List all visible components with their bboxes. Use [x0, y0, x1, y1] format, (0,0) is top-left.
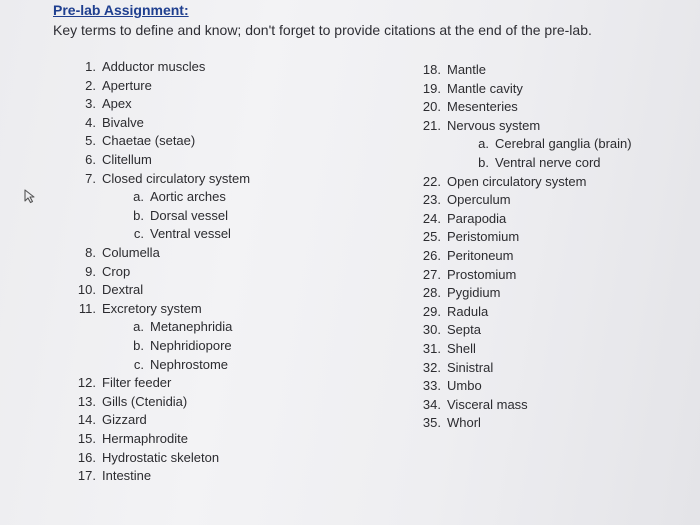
term-text: Shell: [447, 341, 476, 356]
term-number: 28.: [422, 285, 441, 301]
term-item: [415, 284, 500, 302]
sub-term-item: [463, 154, 601, 172]
term-number: 4.: [85, 114, 96, 130]
term-text: Excretory system: [102, 300, 202, 316]
term-number: 22.: [422, 173, 441, 189]
term-number: 17.: [77, 468, 96, 484]
term-text: Ventral vessel: [150, 226, 231, 242]
term-item: [415, 359, 493, 377]
term-text: Clitellum: [102, 152, 152, 167]
term-text: Dextral: [102, 282, 144, 298]
term-number: 1.: [85, 59, 96, 74]
term-number: 12.: [77, 375, 96, 391]
term-item: [415, 80, 523, 98]
term-number: 2.: [85, 77, 96, 93]
term-text: Hydrostatic skeleton: [102, 449, 220, 465]
term-number: b.: [478, 155, 489, 170]
term-item: [415, 173, 586, 191]
term-item: [415, 303, 488, 321]
pointer-cursor-icon: [22, 188, 38, 204]
term-text: Mesenteries: [447, 99, 518, 115]
term-number: 18.: [422, 62, 441, 77]
term-text: Pygidium: [447, 285, 501, 301]
term-text: Apex: [102, 96, 132, 112]
term-number: 11.: [78, 300, 96, 316]
term-number: 25.: [422, 229, 441, 245]
term-item: [415, 377, 482, 395]
term-number: 33.: [422, 378, 441, 394]
term-text: Mantle cavity: [447, 80, 523, 96]
term-number: a.: [133, 319, 144, 335]
term-text: Gills (Ctenidia): [102, 393, 188, 409]
term-text: Filter feeder: [102, 375, 172, 391]
term-text: Whorl: [447, 415, 481, 431]
term-number: 31.: [422, 341, 441, 356]
term-item: [415, 117, 540, 135]
term-item: [415, 396, 528, 414]
term-number: 29.: [422, 303, 441, 319]
term-number: 30.: [422, 322, 441, 338]
term-number: 19.: [422, 80, 441, 96]
term-text: Operculum: [447, 192, 511, 208]
term-item: [415, 228, 519, 246]
assignment-title: Pre-lab Assignment:: [53, 2, 189, 18]
term-number: 10.: [77, 282, 96, 298]
term-item: [415, 191, 511, 209]
term-number: 3.: [85, 96, 96, 112]
term-text: Aortic arches: [150, 189, 226, 205]
term-text: Radula: [447, 303, 489, 319]
term-text: Crop: [102, 263, 131, 279]
term-item: [415, 210, 506, 228]
term-number: a.: [133, 189, 144, 205]
term-text: Prostomium: [447, 266, 517, 282]
term-text: Nephrostome: [150, 356, 229, 372]
term-text: Intestine: [102, 468, 152, 484]
term-text: Peristomium: [447, 229, 520, 245]
term-item: [415, 266, 516, 284]
term-text: Chaetae (setae): [102, 133, 196, 149]
term-text: Adductor muscles: [102, 59, 206, 74]
term-text: Mantle: [447, 62, 487, 77]
term-text: Bivalve: [102, 114, 144, 130]
term-number: 8.: [85, 245, 96, 260]
assignment-instructions: Key terms to define and know; don't forget to provide citations at the end of the pre-lab.: [53, 22, 592, 38]
term-number: a.: [478, 136, 489, 152]
term-text: Columella: [102, 245, 160, 260]
term-text: Aperture: [102, 77, 152, 93]
term-number: 26.: [422, 248, 441, 263]
term-number: 20.: [422, 99, 441, 115]
term-number: c.: [133, 226, 144, 242]
term-text: Open circulatory system: [447, 173, 587, 189]
term-text: Peritoneum: [447, 248, 514, 263]
term-text: Nephridiopore: [150, 338, 232, 353]
term-text: Dorsal vessel: [150, 207, 229, 223]
term-number: b.: [133, 338, 144, 353]
term-item: [415, 61, 486, 79]
term-number: 13.: [77, 393, 96, 409]
term-text: Closed circulatory system: [102, 170, 251, 186]
term-item: [415, 247, 513, 265]
term-number: 16.: [77, 449, 96, 465]
term-number: 24.: [422, 210, 441, 226]
term-number: 14.: [77, 412, 96, 428]
term-number: c.: [133, 356, 144, 372]
term-number: 32.: [422, 359, 441, 375]
term-text: Nervous system: [447, 117, 541, 133]
term-text: Ventral nerve cord: [495, 155, 601, 170]
term-number: 15.: [77, 431, 96, 446]
term-number: 34.: [422, 396, 441, 412]
term-text: Sinistral: [447, 359, 494, 375]
term-text: Parapodia: [447, 210, 507, 226]
term-text: Gizzard: [102, 412, 147, 428]
term-item: [415, 98, 518, 116]
term-text: Cerebral ganglia (brain): [495, 136, 632, 152]
term-number: 21.: [422, 117, 441, 133]
term-number: 35.: [422, 415, 441, 431]
term-number: 27.: [422, 266, 441, 282]
sub-term-item: [463, 135, 632, 153]
term-text: Hermaphrodite: [102, 431, 188, 446]
term-number: 23.: [422, 192, 441, 208]
term-text: Septa: [447, 322, 481, 338]
term-number: 7.: [85, 170, 96, 186]
term-item: [415, 414, 481, 432]
term-item: [415, 321, 481, 339]
term-item: [415, 340, 476, 358]
term-number: b.: [133, 207, 144, 223]
term-text: Visceral mass: [447, 396, 528, 412]
term-text: Metanephridia: [150, 319, 233, 335]
term-number: 9.: [85, 263, 96, 279]
term-text: Umbo: [447, 378, 482, 394]
term-number: 6.: [85, 152, 96, 167]
term-number: 5.: [85, 133, 96, 149]
